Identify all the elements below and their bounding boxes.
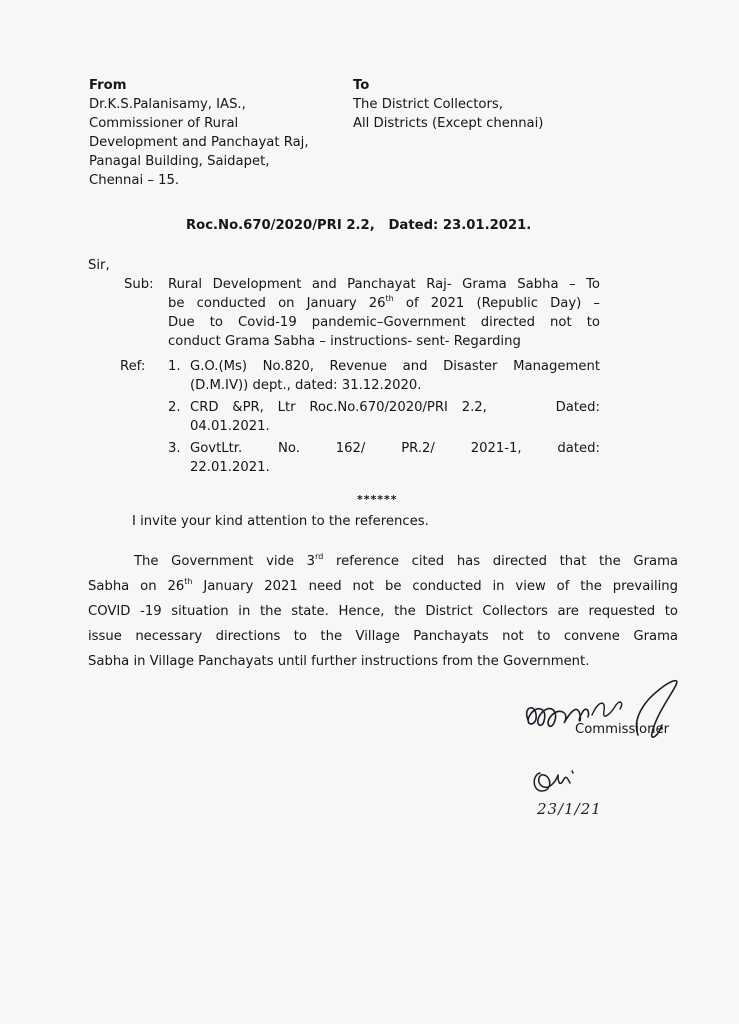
ref-1-line-1: G.O.(Ms) No.820, Revenue and Disaster Management [190,359,600,374]
para-2-superscript-2: th [184,577,193,586]
to-line-2: All Districts (Except chennai) [353,116,544,131]
subject-line-3: Due to Covid-19 pandemic–Government directed not to [168,315,600,330]
para-2-line-2: Sabha on 26th January 2021 need not be conducted in view of the prevailing [88,577,678,594]
salutation: Sir, [88,258,110,273]
para-2-line-4: issue necessary directions to the Village Panchayats not to convene Grama [88,629,678,644]
to-line-1: The District Collectors, [353,97,503,112]
ref-3-line-2: 22.01.2021. [190,460,270,475]
ref-1-line-2: (D.M.IV)) dept., dated: 31.12.2020. [190,378,422,393]
to-heading: To [353,78,370,93]
ref-2-line-1: CRD &PR, Ltr Roc.No.670/2020/PRI 2.2, Dated: [190,400,600,415]
from-heading: From [89,78,127,93]
para-1: I invite your kind attention to the references. [132,514,429,529]
from-line-2: Commissioner of Rural [89,116,239,131]
ref-1-num: 1. [168,359,181,374]
ref-2-num: 2. [168,400,181,415]
ref-2-line-2: 04.01.2021. [190,419,270,434]
initials-scribble [528,765,578,799]
para-2-line-1: The Government vide 3rd reference cited has directed that the Grama [134,552,678,569]
ref-3-line-1: GovtLtr. No. 162/ PR.2/ 2021-1, dated: [190,441,600,456]
subject-line-4: conduct Grama Sabha – instructions- sent- Regarding [168,334,521,349]
subject-line-1: Rural Development and Panchayat Raj- Grama Sabha – To [168,277,600,292]
signatory-title: Commissioner [575,722,669,737]
subject-label: Sub: [124,277,154,292]
ref-3-num: 3. [168,441,181,456]
from-line-4: Panagal Building, Saidapet, [89,154,270,169]
handwritten-date: 23/1/21 [537,800,602,818]
separator-asterisks: ****** [357,493,398,506]
reference-line: Roc.No.670/2020/PRI 2.2, Dated: 23.01.2021. [186,218,532,233]
para-2-superscript-1: rd [315,552,324,561]
from-line-1: Dr.K.S.Palanisamy, IAS., [89,97,246,112]
para-2-line-3: COVID -19 situation in the state. Hence, the District Collectors are requested to [88,604,678,619]
subject-superscript: th [385,294,394,303]
para-2-line-5: Sabha in Village Panchayats until further instructions from the Government. [88,654,590,669]
ref-label: Ref: [120,359,146,374]
from-line-5: Chennai – 15. [89,173,180,188]
subject-line-2: be conducted on January 26th of 2021 (Republic Day) – [168,294,600,311]
from-line-3: Development and Panchayat Raj, [89,135,309,150]
